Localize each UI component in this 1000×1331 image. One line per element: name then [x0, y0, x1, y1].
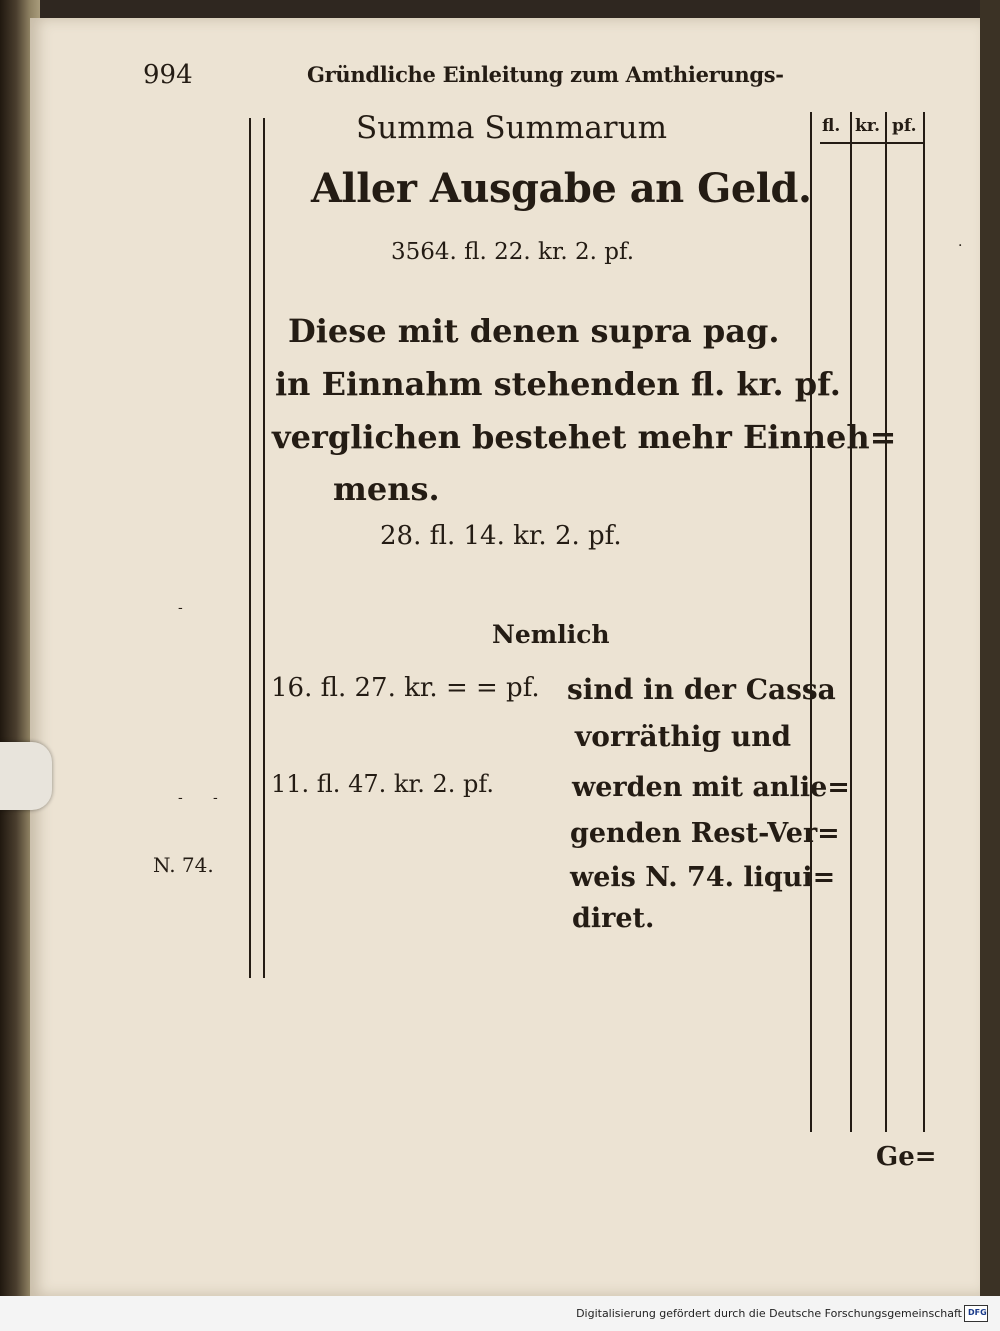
- ledger-dot: ·: [958, 238, 963, 254]
- page-edge: [980, 0, 1000, 1331]
- breakdown-row2-text-2: genden Rest-Ver=: [570, 818, 840, 849]
- ledger-dot: -: [178, 790, 183, 806]
- column-header-pf: pf.: [892, 116, 917, 136]
- ledger-dot: -: [213, 790, 218, 806]
- left-rule-outer: [249, 118, 251, 978]
- catchword: Ge=: [876, 1142, 937, 1172]
- column-header-fl: fl.: [822, 116, 841, 136]
- running-title: Gründliche Einleitung zum Amthierungs-: [307, 62, 784, 87]
- margin-reference: N. 74.: [153, 853, 214, 877]
- breakdown-row1-text-2: vorräthig und: [575, 720, 792, 753]
- comparison-line-4: mens.: [333, 470, 440, 508]
- breakdown-row1-amount: 16. fl. 27. kr. = = pf.: [271, 673, 540, 703]
- left-rule-inner: [263, 118, 265, 978]
- right-rule-end: [923, 112, 925, 1132]
- breakdown-row2-amount: 11. fl. 47. kr. 2. pf.: [271, 770, 495, 798]
- summary-total: 3564. fl. 22. kr. 2. pf.: [391, 239, 635, 265]
- right-rule-fl: [810, 112, 812, 1132]
- column-header-rule: [820, 142, 924, 144]
- ledger-dot: -: [178, 600, 183, 616]
- breakdown-row2-text-1: werden mit anlie=: [572, 772, 850, 803]
- comparison-line-3: verglichen bestehet mehr Einneh=: [272, 418, 897, 456]
- comparison-line-1: Diese mit denen supra pag.: [288, 312, 780, 350]
- page-tab: [0, 742, 52, 810]
- right-rule-pf: [885, 112, 887, 1132]
- column-header-kr: kr.: [855, 116, 881, 136]
- breakdown-row1-text-1: sind in der Cassa: [567, 673, 836, 706]
- comparison-line-2: in Einnahm stehenden fl. kr. pf.: [275, 365, 841, 403]
- footer-credit: Digitalisierung gefördert durch die Deutsche Forschungsgemeinschaft: [576, 1307, 962, 1320]
- dfg-logo-text: DFG: [968, 1308, 987, 1317]
- summary-subtitle: Aller Ausgabe an Geld.: [311, 165, 812, 212]
- breakdown-row2-text-4: diret.: [572, 903, 655, 934]
- page-number: 994: [143, 60, 193, 90]
- breakdown-row2-text-3: weis N. 74. liqui=: [570, 862, 836, 893]
- breakdown-heading: Nemlich: [492, 620, 610, 649]
- summary-title: Summa Summarum: [356, 110, 667, 146]
- dfg-logo-icon: [964, 1305, 988, 1322]
- comparison-amount: 28. fl. 14. kr. 2. pf.: [380, 521, 622, 551]
- right-rule-kr: [850, 112, 852, 1132]
